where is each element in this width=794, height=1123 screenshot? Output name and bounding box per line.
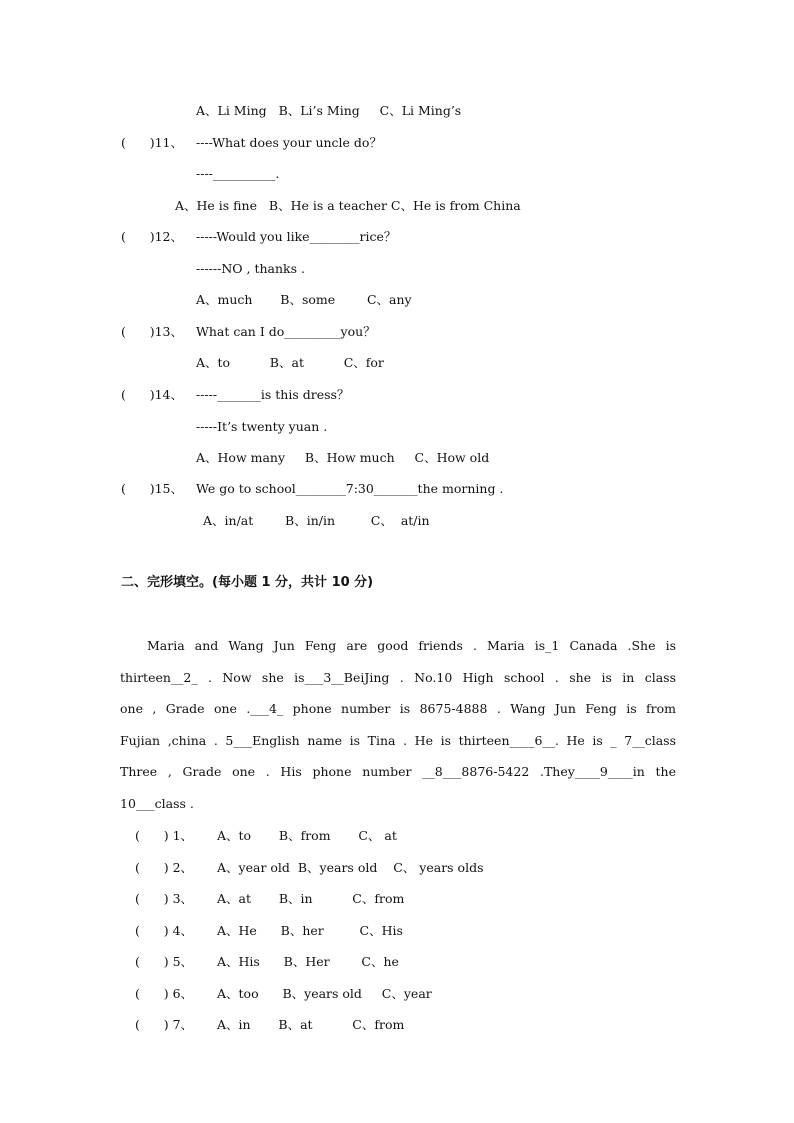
cloze-q4-number: ( ) 4、: [135, 923, 194, 938]
q13-options: A、to B、at C、for: [196, 355, 384, 370]
passage-line-6: 10___class .: [120, 796, 194, 811]
q14-options: A、How many B、How much C、How old: [196, 450, 490, 465]
cloze-q4-options: A、He B、her C、His: [217, 923, 403, 938]
passage-line-3: one , Grade one .___4_ phone number is 8675-4888 . Wang Jun Feng is from: [120, 701, 676, 716]
q10-options: A、Li Ming B、Li’s Ming C、Li Ming’s: [196, 103, 462, 118]
q15-prompt: We go to school________7:30_______the morning .: [196, 481, 504, 496]
section-heading: 二、完形填空。(每小题 1 分，共计 10 分): [121, 575, 374, 590]
passage-line-5: Three , Grade one . His phone number __8___8876-5422 .They____9____in the: [120, 764, 676, 779]
cloze-q7-options: A、in B、at C、from: [217, 1017, 405, 1032]
q12-number: ( )12、: [121, 229, 183, 244]
q15-number: ( )15、: [121, 481, 183, 496]
q12-answer: ------NO , thanks .: [196, 261, 305, 276]
q12-prompt: -----Would you like________rice？: [196, 229, 397, 244]
cloze-q1-options: A、to B、from C、 at: [217, 828, 397, 843]
q14-answer: -----It’s twenty yuan .: [196, 419, 328, 434]
cloze-q2-options: A、year old B、years old C、 years olds: [217, 860, 484, 875]
q11-prompt: ----What does your uncle do？: [196, 135, 382, 150]
cloze-q3-number: ( ) 3、: [135, 891, 194, 906]
q13-prompt: What can I do_________you？: [196, 324, 376, 339]
cloze-q6-options: A、too B、years old C、year: [217, 986, 432, 1001]
cloze-q7-number: ( ) 7、: [135, 1017, 194, 1032]
q15-options: A、in/at B、in/in C、 at/in: [203, 513, 430, 528]
passage-line-4: Fujian ,china . 5___English name is Tina . He is thirteen____6__. He is _ 7__class: [120, 733, 676, 748]
cloze-q3-options: A、at B、in C、from: [217, 891, 405, 906]
q11-options: A、He is fine B、He is a teacher C、He is from China: [175, 198, 521, 213]
q14-prompt: -----_______is this dress？: [196, 387, 350, 402]
cloze-q1-number: ( ) 1、: [135, 828, 194, 843]
q13-number: ( )13、: [121, 324, 183, 339]
cloze-q2-number: ( ) 2、: [135, 860, 194, 875]
passage-line-1: Maria and Wang Jun Feng are good friends . Maria is_1 Canada .She is: [147, 638, 676, 653]
q12-options: A、much B、some C、any: [196, 292, 412, 307]
q14-number: ( )14、: [121, 387, 183, 402]
cloze-q5-number: ( ) 5、: [135, 954, 194, 969]
passage-line-2: thirteen__2_ . Now she is___3__BeiJing . No.10 High school . she is in class: [120, 670, 676, 685]
q11-number: ( )11、: [121, 135, 183, 150]
cloze-q5-options: A、His B、Her C、he: [217, 954, 399, 969]
q11-answer: ----__________.: [196, 166, 280, 181]
cloze-q6-number: ( ) 6、: [135, 986, 194, 1001]
